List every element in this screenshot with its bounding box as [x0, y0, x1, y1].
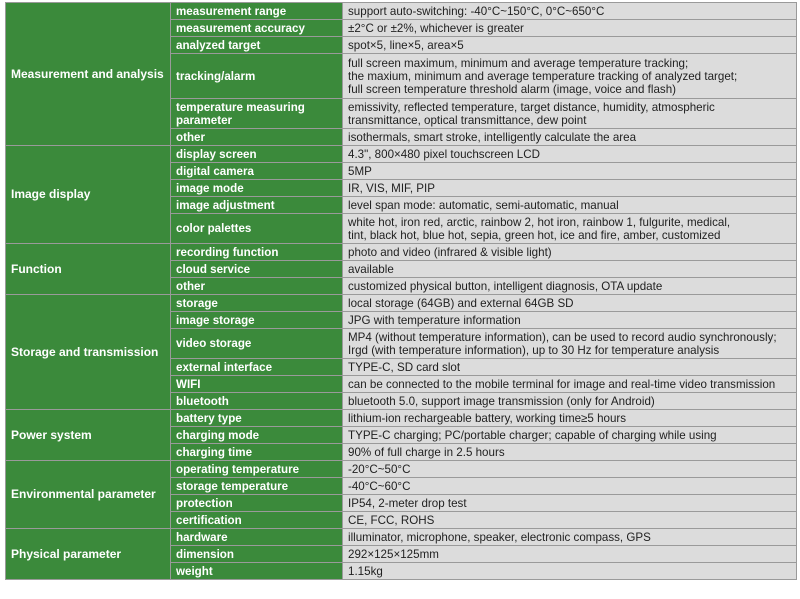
feature-value [343, 214, 797, 244]
feature-value-line: Irgd (with temperature information), up to 30 Hz for temperature analysis [348, 343, 720, 357]
feature-value-line: photo and video (infrared & visible light) [348, 245, 552, 259]
feature-value-line: can be connected to the mobile terminal for image and real-time video transmission [348, 377, 776, 391]
feature-label [171, 99, 343, 129]
feature-value [343, 376, 797, 393]
feature-value [343, 146, 797, 163]
feature-value-line: MP4 (without temperature information), can be used to record audio synchronously; [348, 330, 777, 344]
feature-value-line: 292×125×125mm [348, 547, 439, 561]
table-row [6, 3, 797, 20]
category-label: Physical parameter [6, 529, 171, 580]
feature-value [343, 359, 797, 376]
feature-label: analyzed target [171, 37, 343, 54]
feature-label: battery type [171, 410, 343, 427]
feature-label-line: temperature measuring [176, 100, 305, 114]
feature-value [343, 329, 797, 359]
feature-value [343, 244, 797, 261]
feature-value-line: local storage (64GB) and external 64GB SD [348, 296, 574, 310]
feature-value-line: full screen maximum, minimum and average temperature tracking; [348, 56, 689, 70]
feature-value-line: JPG with temperature information [348, 313, 521, 327]
table-row [6, 461, 797, 478]
category-label: Power system [6, 410, 171, 461]
feature-label: certification [171, 512, 343, 529]
feature-value-line: 4.3", 800×480 pixel touchscreen LCD [348, 147, 540, 161]
category-label: Environmental parameter [6, 461, 171, 529]
feature-value [343, 129, 797, 146]
feature-label: weight [171, 563, 343, 580]
feature-label: other [171, 278, 343, 295]
feature-value-line: 90% of full charge in 2.5 hours [348, 445, 505, 459]
feature-value-line: 5MP [348, 164, 372, 178]
category-label: Storage and transmission [6, 295, 171, 410]
feature-label: protection [171, 495, 343, 512]
feature-value-line: 1.15kg [348, 564, 383, 578]
feature-value-line: IP54, 2-meter drop test [348, 496, 467, 510]
table-row [6, 410, 797, 427]
feature-label: external interface [171, 359, 343, 376]
category-label: Function [6, 244, 171, 295]
feature-value [343, 444, 797, 461]
feature-label: video storage [171, 329, 343, 359]
feature-value [343, 312, 797, 329]
feature-value-line: the maxium, minimum and average temperature tracking of analyzed target; [348, 69, 738, 83]
feature-label: recording function [171, 244, 343, 261]
feature-value-line: bluetooth 5.0, support image transmission (only for Android) [348, 394, 655, 408]
feature-label: image mode [171, 180, 343, 197]
feature-label: tracking/alarm [171, 54, 343, 99]
feature-value [343, 563, 797, 580]
feature-value [343, 261, 797, 278]
feature-value [343, 3, 797, 20]
feature-value [343, 495, 797, 512]
feature-label-line: parameter [176, 113, 233, 127]
feature-value-line: full screen temperature threshold alarm (image, voice and flash) [348, 82, 676, 96]
feature-label: image adjustment [171, 197, 343, 214]
feature-label: color palettes [171, 214, 343, 244]
category-label: Image display [6, 146, 171, 244]
feature-value-line: spot×5, line×5, area×5 [348, 38, 464, 52]
feature-value [343, 295, 797, 312]
feature-label: cloud service [171, 261, 343, 278]
feature-value [343, 54, 797, 99]
feature-label: digital camera [171, 163, 343, 180]
feature-value [343, 512, 797, 529]
feature-label: WIFI [171, 376, 343, 393]
feature-label: measurement accuracy [171, 20, 343, 37]
feature-value-line: level span mode: automatic, semi-automatic, manual [348, 198, 619, 212]
feature-value-line: support auto-switching: -40°C~150°C, 0°C~650°C [348, 4, 605, 18]
feature-value [343, 163, 797, 180]
feature-value-line: -20°C~50°C [348, 462, 411, 476]
table-row [6, 529, 797, 546]
feature-value-line: white hot, iron red, arctic, rainbow 2, hot iron, rainbow 1, fulgurite, medical, [348, 215, 731, 229]
feature-value [343, 99, 797, 129]
feature-label: storage temperature [171, 478, 343, 495]
feature-label: bluetooth [171, 393, 343, 410]
feature-value-line: lithium-ion rechargeable battery, working time≥5 hours [348, 411, 627, 425]
table-row [6, 146, 797, 163]
feature-value-line: emissivity, reflected temperature, target distance, humidity, atmospheric [348, 100, 715, 114]
feature-label: storage [171, 295, 343, 312]
feature-label: charging time [171, 444, 343, 461]
feature-label: measurement range [171, 3, 343, 20]
feature-label: image storage [171, 312, 343, 329]
table-row [6, 295, 797, 312]
feature-value [343, 393, 797, 410]
feature-value [343, 20, 797, 37]
feature-label: charging mode [171, 427, 343, 444]
feature-value-line: -40°C~60°C [348, 479, 411, 493]
feature-value [343, 278, 797, 295]
spec-table [5, 2, 797, 580]
feature-value [343, 529, 797, 546]
feature-label: dimension [171, 546, 343, 563]
feature-value [343, 427, 797, 444]
feature-value-line: available [348, 262, 394, 276]
feature-value [343, 410, 797, 427]
feature-value-line: TYPE-C, SD card slot [348, 360, 461, 374]
category-label: Measurement and analysis [6, 3, 171, 146]
feature-value-line: IR, VIS, MIF, PIP [348, 181, 435, 195]
feature-value [343, 478, 797, 495]
feature-value [343, 180, 797, 197]
feature-value [343, 461, 797, 478]
feature-value-line: illuminator, microphone, speaker, electronic compass, GPS [348, 530, 651, 544]
feature-value [343, 197, 797, 214]
feature-value-line: transmittance, optical transmittance, dew point [348, 113, 587, 127]
feature-value [343, 37, 797, 54]
feature-value-line: TYPE-C charging; PC/portable charger; capable of charging while using [348, 428, 717, 442]
feature-label: operating temperature [171, 461, 343, 478]
feature-label: display screen [171, 146, 343, 163]
feature-value-line: CE, FCC, ROHS [348, 513, 435, 527]
table-row [6, 244, 797, 261]
feature-label: hardware [171, 529, 343, 546]
feature-value [343, 546, 797, 563]
feature-value-line: tint, black hot, blue hot, sepia, green hot, ice and fire, amber, customized [348, 228, 721, 242]
feature-label: other [171, 129, 343, 146]
feature-value-line: customized physical button, intelligent diagnosis, OTA update [348, 279, 663, 293]
feature-value-line: ±2°C or ±2%, whichever is greater [348, 21, 524, 35]
feature-value-line: isothermals, smart stroke, intelligently calculate the area [348, 130, 637, 144]
